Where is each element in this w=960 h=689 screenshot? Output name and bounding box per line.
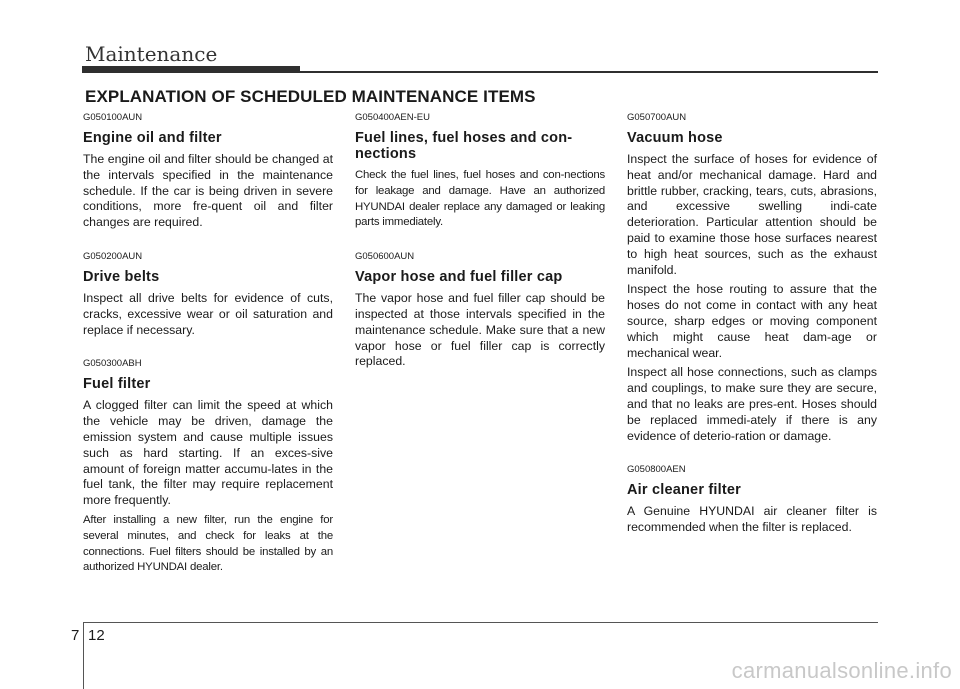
item-paragraph: Inspect the hose routing to assure that the hoses do not come in contact with any heat source, sharp edges or moving component which might cause heat dam-age or mechanical wear. <box>627 282 877 360</box>
maintenance-item-vapor-hose <box>355 251 605 370</box>
item-code: G050400AEN-EU <box>355 112 430 123</box>
item-code: G050300ABH <box>83 358 142 370</box>
item-paragraph: Inspect all drive belts for evidence of cuts, cracks, excessive wear or oil saturation and replace if necessary. <box>83 290 333 337</box>
footer-rule-vertical <box>83 622 84 689</box>
maintenance-item-engine-oil <box>83 112 333 231</box>
page-number: 12 <box>88 627 105 644</box>
item-code: G050100AUN <box>83 112 143 123</box>
header-rule-thin <box>300 71 878 73</box>
header-rule-thick <box>82 66 300 73</box>
item-paragraph: Inspect the surface of hoses for evidence of heat and/or mechanical damage. Hard and brittle rubber, cracking, tears, cuts, abrasions, and excessive swelling indi-cate deterioration. Particular attention should be paid to examine those hose surfaces nearest to high heat sources, such as the exhaust manifold. <box>627 152 877 277</box>
item-paragraph: A clogged filter can limit the speed at which the vehicle may be driven, damage the emission system and cause multiple issues such as hard starting. If an exces-sive amount of foreign matter accumu-lates in the fuel tank, the filter may require replacement more frequently. <box>83 398 333 508</box>
section-title: EXPLANATION OF SCHEDULED MAINTENANCE ITEMS <box>85 87 536 106</box>
item-heading: Fuel lines, fuel hoses and con-nections <box>355 130 573 162</box>
text-column-1 <box>83 112 333 596</box>
item-code: G050600AUN <box>355 251 415 263</box>
maintenance-item-fuel-lines <box>355 112 605 231</box>
item-code: G050200AUN <box>83 250 143 262</box>
item-paragraph: A Genuine HYUNDAI air cleaner filter is recommended when the filter is replaced. <box>627 504 877 535</box>
chapter-number: 7 <box>71 627 80 644</box>
item-paragraph: The engine oil and filter should be changed at the intervals specified in the maintenance schedule. If the car is being driven in severe conditions, more fre-quent oil and filter changes are required. <box>83 152 333 230</box>
text-column-2 <box>355 112 605 390</box>
footer-rule-horizontal <box>83 622 878 623</box>
item-code: G050700AUN <box>627 112 687 123</box>
item-heading: Drive belts <box>83 268 160 285</box>
watermark-text: carmanualsonline.info <box>731 658 952 683</box>
page-header-title: Maintenance <box>85 42 218 66</box>
maintenance-item-vacuum-hose <box>627 112 877 444</box>
maintenance-item-drive-belts <box>83 251 333 338</box>
item-heading: Fuel filter <box>83 376 151 393</box>
item-paragraph: Check the fuel lines, fuel hoses and con-nections for leakage and damage. Have an authorized HYUNDAI dealer replace any damaged or leaking parts immediately. <box>355 169 605 229</box>
item-paragraph: After installing a new filter, run the engine for several minutes, and check for leaks at the connections. Fuel filters should be installed by an authorized HYUNDAI dealer. <box>83 513 333 574</box>
item-heading: Engine oil and filter <box>83 130 222 146</box>
text-column-3 <box>627 112 877 556</box>
item-code: G050800AEN <box>627 464 686 476</box>
item-paragraph: Inspect all hose connections, such as clamps and couplings, to make sure they are secure, and that no leaks are pres-ent. Hoses should be replaced immedi-ately if there is any evidence of deterio-ration or damage. <box>627 365 877 443</box>
item-paragraph: The vapor hose and fuel filler cap should be inspected at those intervals specified in the maintenance schedule. Make sure that a new vapor hose or fuel filler cap is correctly replaced. <box>355 291 605 369</box>
maintenance-item-air-cleaner <box>627 464 877 536</box>
item-heading: Air cleaner filter <box>627 482 742 499</box>
item-heading: Vapor hose and fuel filler cap <box>355 269 563 286</box>
maintenance-item-fuel-filter <box>83 358 333 576</box>
item-heading: Vacuum hose <box>627 130 723 146</box>
